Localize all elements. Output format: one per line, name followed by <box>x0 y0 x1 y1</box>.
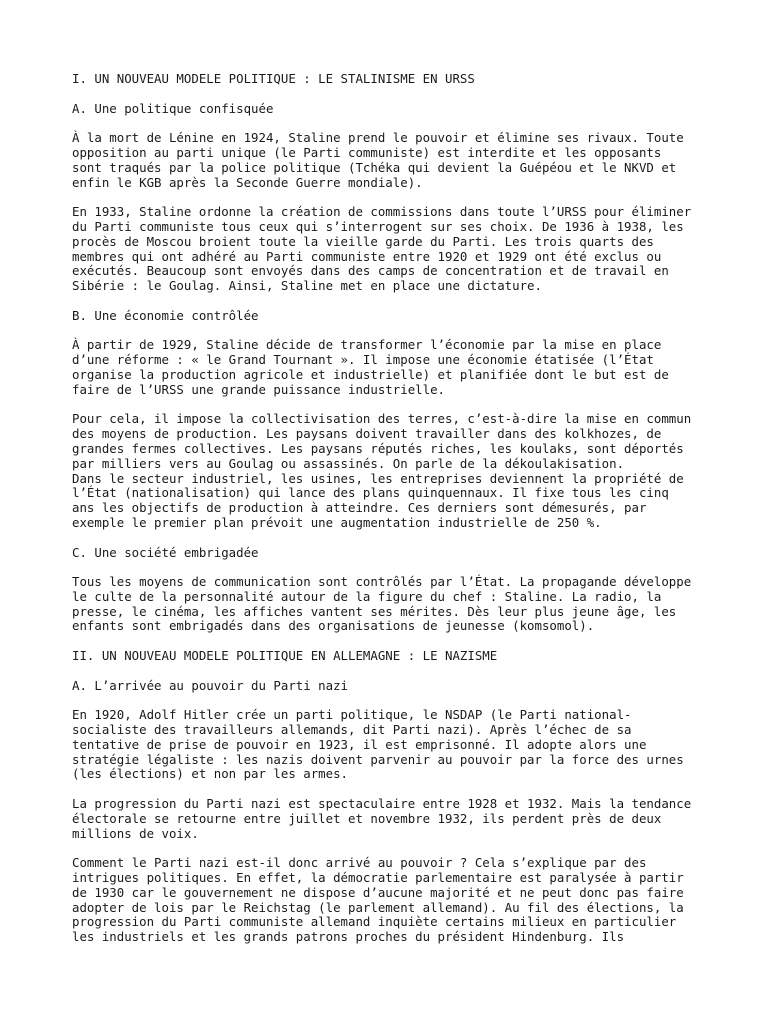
text-line: faire de l’URSS une grande puissance industrielle. <box>72 381 445 397</box>
text-line: Pour cela, il impose la collectivisation des terres, c’est-à-dire la mise en commun <box>72 411 692 427</box>
subsection-heading <box>72 309 732 324</box>
text-line: progression du Parti communiste allemand inquiète certains milieux en particulier <box>72 914 677 930</box>
text-line: Comment le Parti nazi est-il donc arrivé au pouvoir ? Cela s’explique par des <box>72 855 647 871</box>
paragraph <box>72 856 732 945</box>
text-line: du Parti communiste tous ceux qui s’interrogent sur ses choix. De 1936 à 1938, les <box>72 218 684 234</box>
section-heading <box>72 649 732 664</box>
text-line: d’une réforme : « le Grand Tournant ». Il impose une économie étatisée (l’État <box>72 352 654 368</box>
text-line: C. Une société embrigadée <box>72 544 259 560</box>
text-line: enfin le KGB après la Seconde Guerre mondiale). <box>72 174 423 190</box>
text-line: par milliers vers au Goulag ou assassinés. On parle de la dékoulakisation. <box>72 455 625 471</box>
text-line: membres qui ont adhéré au Parti communiste entre 1920 et 1929 ont été exclus ou <box>72 248 662 264</box>
text-line: exemple le premier plan prévoit une augmentation industrielle de 250 %. <box>72 514 602 530</box>
text-line: En 1933, Staline ordonne la création de commissions dans toute l’URSS pour éliminer <box>72 204 692 220</box>
paragraph <box>72 205 732 294</box>
text-line: millions de voix. <box>72 825 199 841</box>
paragraph <box>72 412 732 530</box>
paragraph <box>72 131 732 190</box>
text-line: organise la production agricole et industrielle) et planifiée dont le but est de <box>72 366 669 382</box>
text-line: des moyens de production. Les paysans doivent travailler dans des kolkhozes, de <box>72 426 662 442</box>
subsection-heading <box>72 102 732 117</box>
text-line: de 1930 car le gouvernement ne dispose d’aucune majorité et ne peut donc pas faire <box>72 884 684 900</box>
subsection-heading <box>72 546 732 561</box>
text-line: sont traqués par la police politique (Tchéka qui devient la Guépéou et le NKVD et <box>72 159 677 175</box>
text-line: A. L’arrivée au pouvoir du Parti nazi <box>72 677 349 693</box>
text-line: l’État (nationalisation) qui lance des plans quinquennaux. Il fixe tous les cinq <box>72 485 669 501</box>
text-line: B. Une économie contrôlée <box>72 307 259 323</box>
text-line: opposition au parti unique (le Parti communiste) est interdite et les opposants <box>72 144 662 160</box>
text-line: stratégie légaliste : les nazis doivent parvenir au pouvoir par la force des urnes <box>72 751 684 767</box>
text-line: presse, le cinéma, les affiches vantent ses mérites. Dès leur plus jeune âge, les <box>72 603 677 619</box>
text-line: ans les objectifs de production à atteindre. Ces derniers sont démesurés, par <box>72 500 647 516</box>
text-line: procès de Moscou broient toute la vieille garde du Parti. Les trois quarts des <box>72 233 654 249</box>
text-line: le culte de la personnalité autour de la figure du chef : Staline. La radio, la <box>72 588 662 604</box>
text-line: intrigues politiques. En effet, la démocratie parlementaire est paralysée à partir <box>72 870 684 886</box>
text-line: adopter de lois par le Reichstag (le parlement allemand). Au fil des élections, la <box>72 899 684 915</box>
paragraph <box>72 797 732 841</box>
text-line: (les élections) et non par les armes. <box>72 766 349 782</box>
text-line: Sibérie : le Goulag. Ainsi, Staline met en place une dictature. <box>72 278 542 294</box>
section-heading <box>72 72 732 87</box>
text-line: En 1920, Adolf Hitler crée un parti politique, le NSDAP (le Parti national- <box>72 707 632 723</box>
text-line: A. Une politique confisquée <box>72 100 274 116</box>
text-line: La progression du Parti nazi est spectaculaire entre 1928 et 1932. Mais la tendance <box>72 796 692 812</box>
text-line: électorale se retourne entre juillet et novembre 1932, ils perdent près de deux <box>72 810 662 826</box>
paragraph <box>72 708 732 782</box>
text-line: tentative de prise de pouvoir en 1923, il est emprisonné. Il adopte alors une <box>72 736 647 752</box>
text-line: À partir de 1929, Staline décide de transformer l’économie par la mise en place <box>72 337 662 353</box>
text-line: exécutés. Beaucoup sont envoyés dans des camps de concentration et de travail en <box>72 263 669 279</box>
text-line: II. UN NOUVEAU MODELE POLITIQUE EN ALLEMAGNE : LE NAZISME <box>72 648 498 664</box>
text-line: Dans le secteur industriel, les usines, les entreprises deviennent la propriété de <box>72 470 684 486</box>
text-line: socialiste des travailleurs allemands, dit Parti nazi). Après l’échec de sa <box>72 722 632 738</box>
paragraph <box>72 575 732 634</box>
text-line: grandes fermes collectives. Les paysans réputés riches, les koulaks, sont déportés <box>72 440 684 456</box>
text-line: les industriels et les grands patrons proches du président Hindenburg. Ils <box>72 929 625 945</box>
subsection-heading <box>72 679 732 694</box>
text-line: enfants sont embrigadés dans des organisations de jeunesse (komsomol). <box>72 618 595 634</box>
paragraph <box>72 338 732 397</box>
document-page <box>72 72 732 960</box>
text-line: I. UN NOUVEAU MODELE POLITIQUE : LE STALINISME EN URSS <box>72 71 475 86</box>
text-line: Tous les moyens de communication sont contrôlés par l’État. La propagande développe <box>72 574 692 590</box>
text-line: À la mort de Lénine en 1924, Staline prend le pouvoir et élimine ses rivaux. Toute <box>72 130 684 146</box>
